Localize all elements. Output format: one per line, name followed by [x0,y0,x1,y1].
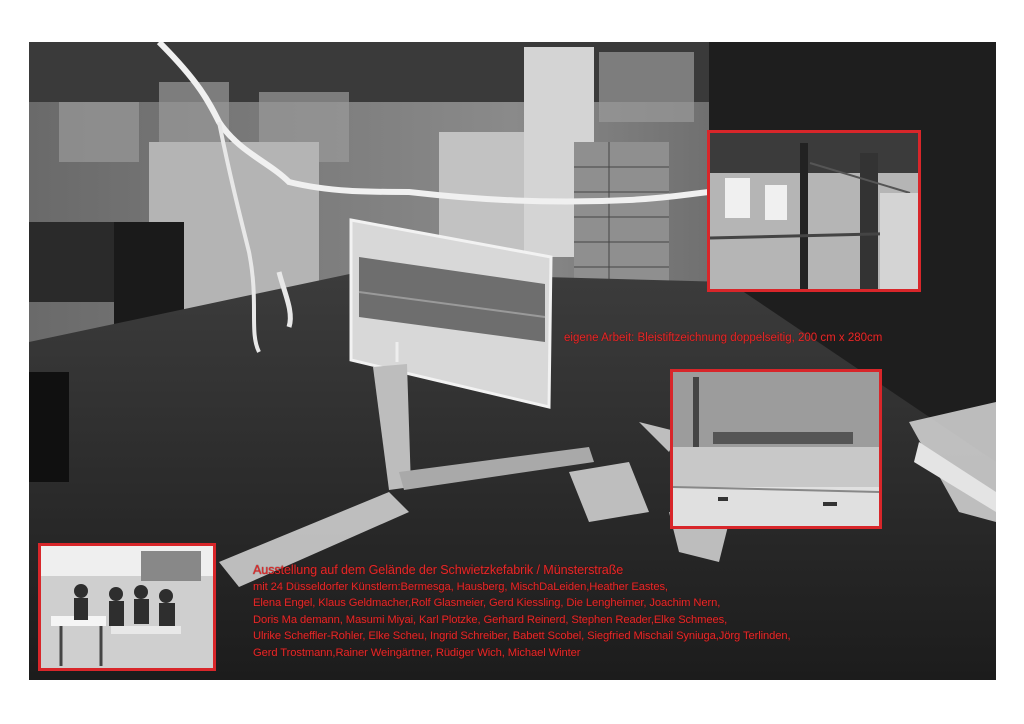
exhibition-title: Ausstellung auf dem Gelände der Schwietzkefabrik / Münsterstraße [253,563,624,577]
inset-drawing-interior-image [710,133,918,289]
artist-line: mit 24 Düsseldorfer Künstlern:Bermesga, Hausberg, MischDaLeiden,Heather Eastes, [253,580,668,593]
inset-photo-people-image [41,546,213,668]
work-description: eigene Arbeit: Bleistiftzeichnung doppelseitig, 200 cm x 280cm [564,332,883,344]
inset-drawing-interior [707,130,921,292]
exhibition-photo [29,42,996,680]
artist-line: Ulrike Scheffler-Rohler, Elke Scheu, Ingrid Schreiber, Babett Scobel, Siegfried Mischail Syniuga,Jörg Terlinden, [253,630,791,643]
artist-line: Gerd Trostmann,Rainer Weingärtner, Rüdiger Wich, Michael Winter [253,646,581,659]
exhibition-text [253,562,790,662]
inset-drawing-hall-image [673,372,879,526]
artist-line: Doris Ma demann, Masumi Miyai, Karl Plotzke, Gerhard Reinerd, Stephen Reader,Elke Schmees, [253,613,728,626]
inset-drawing-hall [670,369,882,529]
inset-photo-people [38,543,216,671]
artist-line: Elena Engel, Klaus Geldmacher,Rolf Glasmeier, Gerd Kiessling, Die Lengheimer, Joachim Nern, [253,597,721,610]
